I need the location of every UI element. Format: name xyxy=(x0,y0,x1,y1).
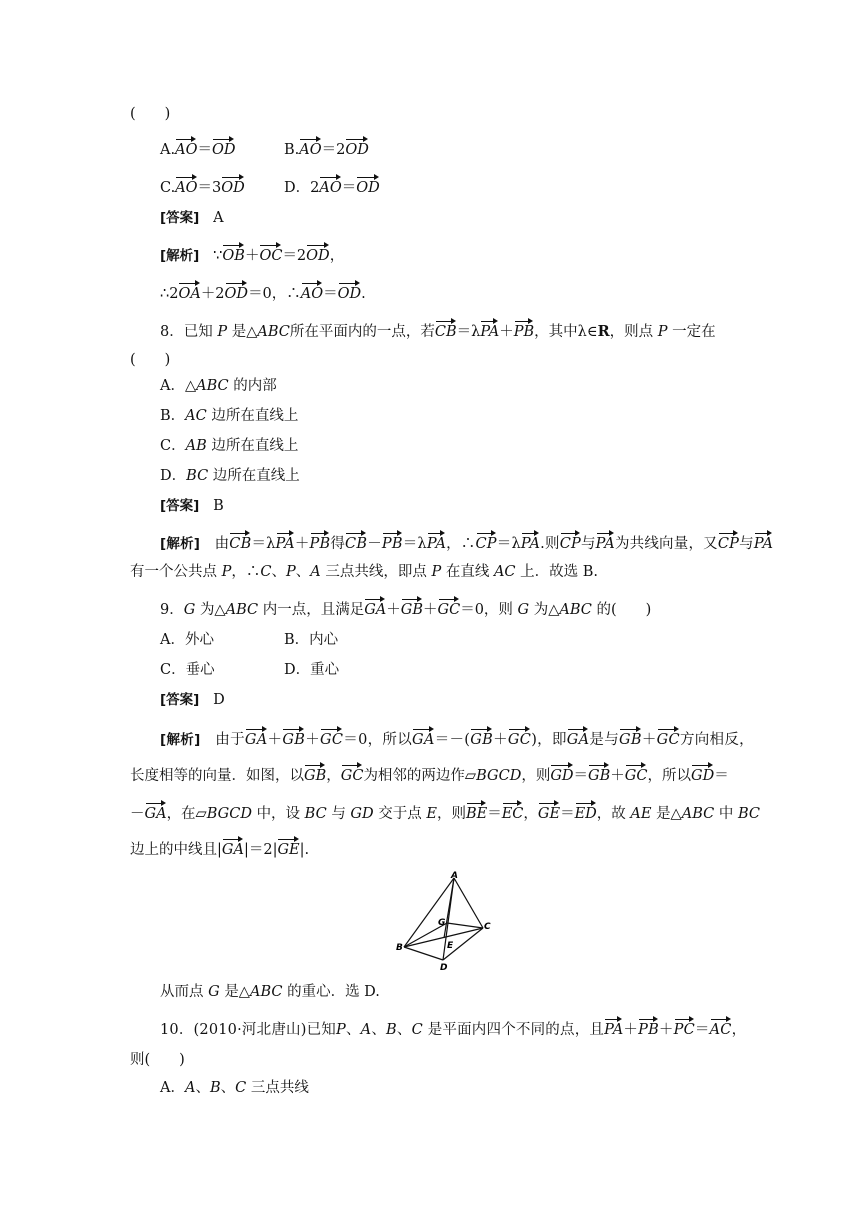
q9-analysis-line2: 长度相等的向量．如图，以GB，GC为相邻的两边作▱BGCD，则GD＝GB＋GC，所以GD＝ xyxy=(130,764,729,786)
q10-stem-line2: 则( ) xyxy=(130,1052,185,1068)
q9-option-c: C．垂心 xyxy=(160,662,215,678)
q7-option-a: A.AO＝OD xyxy=(160,138,235,160)
q8-analysis-line1: [解析] 由CB＝λPA＋PB得CB－PB＝λPA，∴CP＝λPA.则CP与PA为共线向量，又CP与PA xyxy=(160,532,773,554)
q7-analysis-line2: ∴2OA＋2OD＝0，∴AO＝OD. xyxy=(160,282,366,304)
q7-answer: [答案] A xyxy=(160,210,224,226)
q8-option-b: B．AC 边所在直线上 xyxy=(160,408,299,424)
q9-option-d: D．重心 xyxy=(284,662,340,678)
q8-stem-line1: 8．已知 P 是△ABC所在平面内的一点，若CB＝λPA＋PB，其中λ∈R，则点 P 一定在 xyxy=(160,320,716,342)
q9-stem: 9．G 为△ABC 内一点，且满足GA＋GB＋GC＝0，则 G 为△ABC 的( ) xyxy=(160,598,651,620)
q10-stem-line1: 10．(2010·河北唐山)已知P、A、B、C 是平面内四个不同的点，且PA＋PB＋PC＝AC， xyxy=(160,1018,746,1040)
label-b: B xyxy=(396,943,403,953)
q7-option-d: D．2AO＝OD xyxy=(284,176,380,198)
edge-ae xyxy=(444,878,454,938)
q7-answer-paren: ( ) xyxy=(130,106,171,122)
q9-conclusion: 从而点 G 是△ABC 的重心．选 D. xyxy=(160,984,380,1000)
q8-answer: [答案] B xyxy=(160,498,224,514)
q8-analysis-line2: 有一个公共点 P，∴C、P、A 三点共线，即点 P 在直线 AC 上．故选 B. xyxy=(130,564,598,580)
q7-option-c: C.AO＝3OD xyxy=(160,176,245,198)
q9-option-b: B．内心 xyxy=(284,632,339,648)
label-a: A xyxy=(451,871,458,881)
q9-option-a: A．外心 xyxy=(160,632,214,648)
edge-ac xyxy=(454,878,483,928)
q7-option-b: B.AO＝2OD xyxy=(284,138,369,160)
q8-answer-paren: ( ) xyxy=(130,352,171,368)
q10-option-a: A．A、B、C 三点共线 xyxy=(160,1080,309,1096)
label-c: C xyxy=(484,922,491,932)
q9-analysis-line3: －GA，在▱BGCD 中，设 BC 与 GD 交于点 E，则BE＝EC，GE＝ED，故 AE 是△ABC 中 BC xyxy=(130,802,760,824)
q8-option-d: D．BC 边所在直线上 xyxy=(160,468,300,484)
edge-gc xyxy=(447,923,483,928)
q9-analysis-line1: [解析] 由于GA＋GB＋GC＝0，所以GA＝－(GB＋GC)，即GA是与GB＋GC方向相反， xyxy=(160,728,754,750)
q9-analysis-line4: 边上的中线且|GA|＝2|GE|. xyxy=(130,838,309,860)
q9-answer: [答案] D xyxy=(160,692,225,708)
q8-option-c: C．AB 边所在直线上 xyxy=(160,438,299,454)
label-g: G xyxy=(438,918,446,928)
q7-analysis-line1: [解析] ∵OB＋OC＝2OD， xyxy=(160,244,344,266)
q8-option-a: A．△ABC 的内部 xyxy=(160,378,277,394)
edge-bd xyxy=(404,947,443,960)
geometry-figure xyxy=(392,868,502,976)
label-e: E xyxy=(447,941,454,951)
label-d: D xyxy=(440,963,448,973)
